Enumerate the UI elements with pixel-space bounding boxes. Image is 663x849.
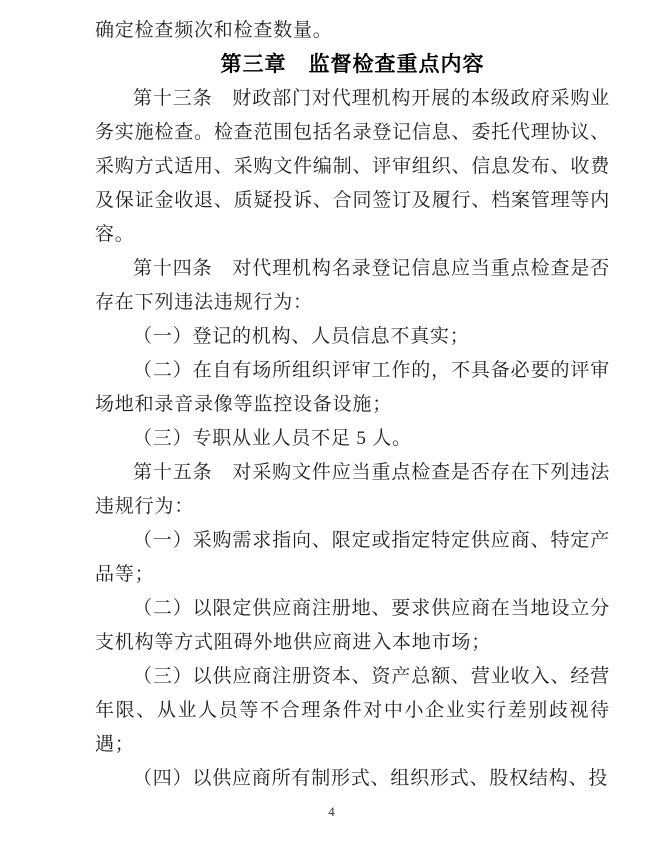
paragraph-article-14-item-1: （一）登记的机构、人员信息不真实； — [133, 326, 470, 347]
paragraph-article-15-item-1: （一）采购需求指向、限定或指定特定供应商、特定产品等； — [95, 530, 610, 585]
paragraph-article-14-item-2: （二）在自有场所组织评审工作的，不具备必要的评审场地和录音录像等监控设备设施； — [95, 360, 610, 415]
paragraph-continuation: 确定检查频次和检查数量。 — [95, 20, 333, 41]
page-body — [95, 14, 610, 796]
paragraph-article-14: 第十四条 对代理机构名录登记信息应当重点检查是否存在下列违法违规行为： — [95, 258, 610, 313]
paragraph-article-15-item-3: （三）以供应商注册资本、资产总额、营业收入、经营年限、从业人员等不合理条件对中小企业实行差别歧视待遇； — [95, 666, 610, 755]
paragraph-article-15-item-4: （四）以供应商所有制形式、组织形式、股权结构、投 — [133, 768, 609, 789]
page-number: 4 — [328, 804, 335, 819]
paragraph-article-15-item-2: （二）以限定供应商注册地、要求供应商在当地设立分支机构等方式阻碍外地供应商进入本地市场； — [95, 598, 610, 653]
chapter-heading: 第三章 监督检查重点内容 — [220, 53, 485, 76]
paragraph-article-14-item-3: （三）专职从业人员不足 5 人。 — [133, 428, 412, 449]
paragraph-article-15: 第十五条 对采购文件应当重点检查是否存在下列违法违规行为： — [95, 462, 610, 517]
paragraph-article-13: 第十三条 财政部门对代理机构开展的本级政府采购业务实施检查。检查范围包括名录登记信息、委托代理协议、采购方式适用、采购文件编制、评审组织、信息发布、收费及保证金收退、质疑投诉、合同签订及履行、档案管理等内容。 — [95, 88, 610, 245]
